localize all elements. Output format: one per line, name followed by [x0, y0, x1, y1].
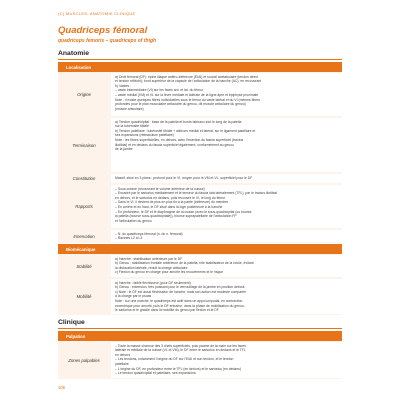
page-number: 106 [58, 385, 65, 390]
text-line: patellaire [115, 361, 129, 366]
text-line: profondes pour le plan musculaire articulaire du genou, dit muscle articulaire du genou) [115, 102, 246, 107]
text-line: – Le tendon quadricipital et patellaire, ses expansions [115, 371, 196, 376]
band-palpation: Palpation [58, 331, 342, 341]
text-line: c) Flexion du genou en charge pour amortir les mouvements et le risque [115, 270, 224, 275]
text-line: latérale et médiale de la cuisse (VL et VM); le DF entre le sartorius en dedans et le TFL [115, 348, 246, 353]
row-label: Zones palpables [68, 357, 100, 363]
text-line: a) Tendon quadricipital : base de la patella et bords latéraux tout le long de la patella [115, 119, 242, 124]
text-line: à la charge par le psoas [115, 294, 152, 299]
band-biomecanique: Biomécanique [58, 244, 342, 254]
text-line: – L'origine du DF, en profondeur entre le TFL (en dehors) et le sartorius (en dedans) [115, 366, 241, 371]
text-line: – Toute la masse charnue des 3 chefs superficiels, puis paume de la main sur les faces [115, 343, 246, 348]
row-content [111, 279, 342, 315]
page-title: Quadriceps fémoral [58, 25, 148, 36]
page-subtitle: quadriceps femoris – quadriceps of thigh [58, 38, 157, 44]
row-content [111, 73, 342, 117]
row-content [111, 118, 342, 173]
table-row-mobilite [58, 278, 342, 315]
row-content [111, 342, 342, 379]
text-line: (muscle articulaire) [115, 106, 144, 111]
text-line: – vaste intermédiaire (VI) sur les faces ant. et lat. du fémur [115, 88, 204, 93]
text-line: Note : il existe quelques fibres individuelles sous le fémur du vaste latéral et du VI (mêmes fibres [115, 97, 260, 102]
text-line: excentrique pour amortir, puis le DF entraîne, dans la phase de mobilisation du genou, [115, 303, 245, 308]
text-line: et l'articulation du genou [115, 218, 152, 223]
section-title-anatomie: Anatomie [58, 50, 89, 57]
row-label: Constitution [72, 176, 96, 181]
text-line: Massif, situé en 3 plans : profond pour le VI, moyen pour le VM et VL, superficiel pour le DF [115, 175, 253, 180]
row-label: Origine [77, 92, 91, 97]
text-line: – Les tendons, notamment l'origine du DF sur l'EIAI et son tendon, et le tendon [115, 357, 234, 362]
band-localisation: Localisation [58, 62, 342, 72]
text-line: sur la tubérosité tibiale [115, 124, 149, 129]
text-line: a) Hanche : faible fléchisseur (pour DF seulement) [115, 280, 191, 285]
text-line: b) Genou : stabilisation frontale antérieure de la patella, rôle stabilisateur de la rotule, évitant [115, 261, 254, 266]
row-content [111, 185, 342, 229]
table-row-terminaison [58, 117, 342, 173]
row-label: Rapports [75, 204, 93, 209]
text-line: ses expansions (rétinaculum patellaire) [115, 133, 174, 138]
text-line: – Sous-cutané (recouvrant le volume antérieur de la cuisse) [115, 186, 205, 191]
text-line: b) Vastes : [115, 83, 131, 88]
section-rule-clinique [58, 328, 342, 329]
text-line: – Racines L2 à L4 [115, 236, 143, 241]
table-row-innervation [58, 229, 342, 243]
text-line: iliotibial) et en dedans du fascia superficiel également, conformément au genou [115, 142, 234, 147]
row-label: Terminaison [72, 142, 96, 148]
row-content [111, 255, 342, 278]
text-line: la patella (bourse sous-quadricipitale)), bourse suprapatellaire de l'articulation FP [115, 214, 237, 219]
text-line: a) Hanche : stabilisation antérieure par le DF [115, 256, 183, 261]
table-row-zones-palpables [58, 341, 342, 379]
table-row-origine [58, 72, 342, 117]
running-head: (C) MUSCLES, ANATOMIE CLINIQUE [58, 11, 136, 16]
text-line: le sartorius et le gracile dans la mobilité du genou par flexion et le DF [115, 308, 219, 313]
text-line: – N. du quadriceps fémoral (n. du n. fémoral) [115, 231, 183, 236]
text-line: en dehors [115, 352, 131, 357]
text-line: la dislocation latérale, réduit la charge articulaire [115, 265, 188, 270]
table-row-constitution [58, 173, 342, 184]
text-line: de la jambe [115, 147, 133, 152]
section-rule-anatomie [58, 59, 342, 60]
text-line: c) Note : le DF est aussi fléchisseur de hanche, mais son action est modeste comparée [115, 289, 246, 294]
row-label: Stabilité [76, 263, 92, 269]
table-row-stabilite [58, 254, 342, 278]
text-line: – Dans le VI, il devient de plus en plus fin à la partie (inférieure) du membre [115, 200, 229, 205]
section-title-clinique: Clinique [58, 319, 85, 326]
table-row-rapports [58, 184, 342, 229]
text-line: Note : les fibres superficielles, en dehors, avec l'insertion du fascia superficiel (tractus [115, 137, 244, 142]
text-line: a) Droit fémoral (DF): épine iliaque antéro-inférieure (EIAI) et sourcil acétabulaire (tendon direct [115, 74, 259, 79]
text-line: b) Tendon patellaire : tubérosité tibiale + ailerons médial et latéral, sur le ligament patellaire et [115, 128, 256, 133]
row-label: Mobilité [76, 294, 92, 299]
row-content [111, 230, 342, 243]
row-label: Innervation [73, 233, 95, 239]
text-line: en dehors, et le sartorius en dedans, puis recouvre le VI, le long du fémur [115, 195, 226, 200]
text-line: – En profondeur, le DF et le diaphragme de la cuisse (avec le sous-quadricipital (ou bourse [115, 209, 252, 214]
text-line: b) Genou : extension, très puissant pour le verrouillage de la jambe en position debout [115, 285, 245, 290]
text-line: – vaste médial (VM) et VL sur la lèvre médiale et latérale de la ligne âpre et épiphyse proximale [115, 92, 259, 97]
text-line: – Encadré par le sartorius médialement et le tenseur du fascia lata latéralement (TFL), par le tractus iliotibial [115, 191, 278, 196]
row-content [111, 174, 342, 184]
text-line: et tendon réfléchi); bord supérieur de la capsule de l'articulation de la hanche (AC), en recouvrant [115, 79, 262, 84]
text-line: – En arrière et en haut, le DF situé dans la loge postérieure à la hanche [115, 204, 223, 209]
text-line: Note : sur une marche, le quadriceps est actif dans un appui unipodal, en contraction [115, 298, 243, 303]
